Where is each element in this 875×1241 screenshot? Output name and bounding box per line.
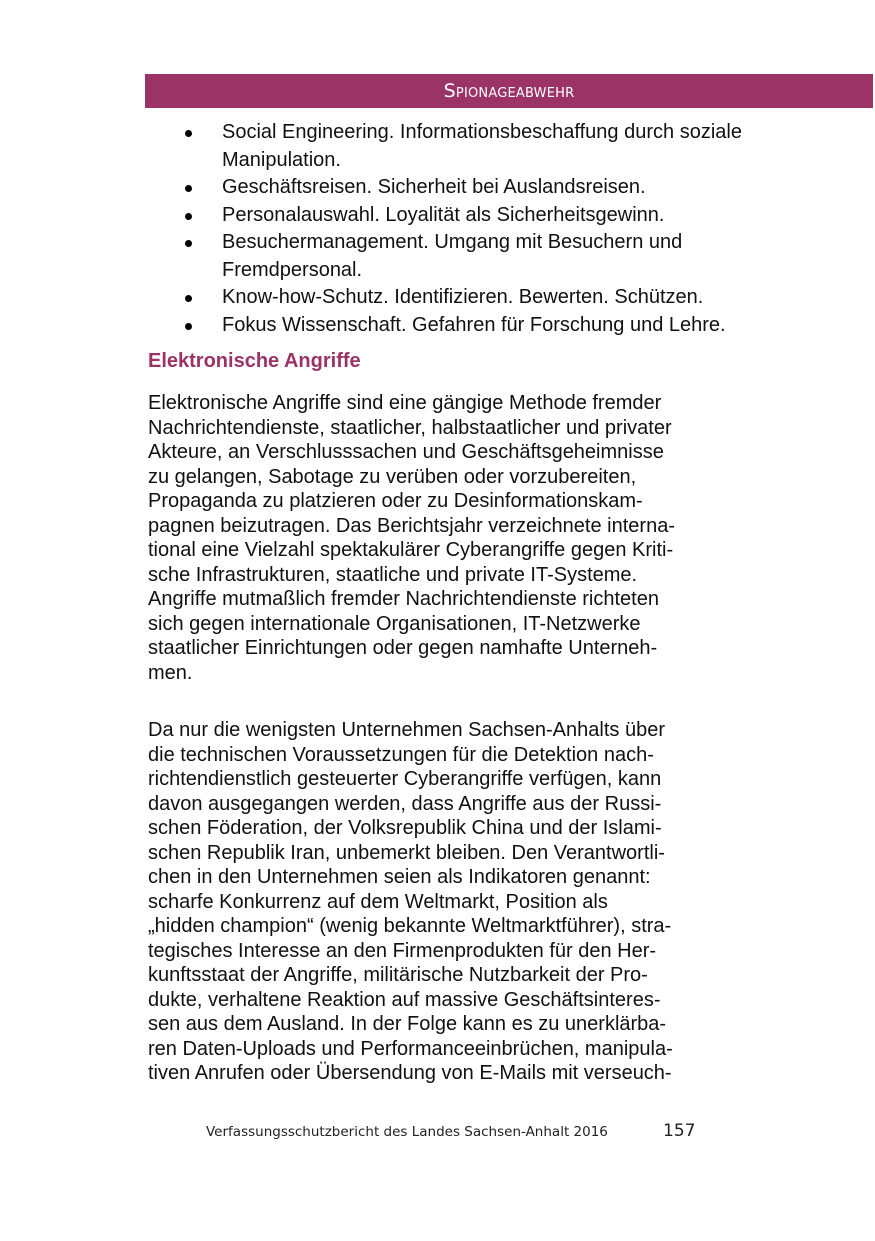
paragraph-line: scharfe Konkurrenz auf dem Weltmarkt, Position als: [148, 890, 608, 913]
bullet-line: Fremdpersonal.: [222, 258, 363, 281]
bullet-dot-icon: [185, 323, 192, 330]
paragraph-1: [148, 391, 768, 685]
bullet-dot-icon: [185, 295, 192, 302]
paragraph-line: kunftsstaat der Angriffe, militärische Nutzbarkeit der Pro-: [148, 964, 648, 986]
paragraph-line: davon ausgegangen werden, dass Angriffe aus der Russi-: [148, 792, 662, 815]
paragraph-line: die technischen Voraussetzungen für die Detektion nach-: [148, 743, 654, 766]
paragraph-line: sche Infrastrukturen, staatliche und private IT-Systeme.: [148, 563, 638, 586]
page-number: 157: [663, 1121, 696, 1141]
paragraph-line: zu gelangen, Sabotage zu verüben oder vorzubereiten,: [148, 465, 637, 488]
bullet-dot-icon: [185, 185, 192, 192]
section-header-band: [145, 74, 873, 108]
paragraph-line: tiven Anrufen oder Übersendung von E-Mails mit verseuch-: [148, 1062, 672, 1084]
paragraph-line: sen aus dem Ausland. In der Folge kann es zu unerklärba-: [148, 1013, 667, 1035]
bullet-dot-icon: [185, 213, 192, 220]
bullet-line: Social Engineering. Informationsbeschaffung durch soziale: [222, 121, 742, 143]
bullet-item: [178, 312, 858, 340]
bullet-line: Manipulation.: [222, 148, 341, 171]
bullet-item: [178, 119, 858, 174]
paragraph-line: Angriffe mutmaßlich fremder Nachrichtendienste richteten: [148, 588, 659, 610]
bullet-line: Besuchermanagement. Umgang mit Besuchern und: [222, 231, 683, 253]
paragraph-line: chen in den Unternehmen seien als Indikatoren genannt:: [148, 866, 651, 888]
paragraph-line: schen Föderation, der Volksrepublik China und der Islami-: [148, 817, 662, 839]
paragraph-line: tegisches Interesse an den Firmenprodukten für den Her-: [148, 939, 657, 962]
paragraph-line: sich gegen internationale Organisationen, IT-Netzwerke: [148, 612, 641, 635]
paragraph-line: tional eine Vielzahl spektakulärer Cyberangriffe gegen Kriti-: [148, 539, 674, 561]
bullet-line: Geschäftsreisen. Sicherheit bei Auslandsreisen.: [222, 176, 646, 198]
paragraph-line: Nachrichtendienste, staatlicher, halbstaatlicher und privater: [148, 416, 672, 439]
paragraph-line: Da nur die wenigsten Unternehmen Sachsen-Anhalts über: [148, 719, 665, 741]
bullet-line: Fokus Wissenschaft. Gefahren für Forschung und Lehre.: [222, 313, 726, 336]
paragraph-line: dukte, verhaltene Reaktion auf massive Geschäftsinteres-: [148, 988, 661, 1011]
bullet-line: Personalauswahl. Loyalität als Sicherheitsgewinn.: [222, 203, 665, 226]
paragraph-line: pagnen beizutragen. Das Berichtsjahr verzeichnete interna-: [148, 514, 675, 537]
section-header-title: Spionageabwehr: [443, 80, 575, 102]
bullet-list: [178, 119, 858, 339]
paragraph-line: schen Republik Iran, unbemerkt bleiben. Den Verantwortli-: [148, 841, 665, 864]
paragraph-2: [148, 718, 768, 1086]
paragraph-line: ren Daten-Uploads und Performanceeinbrüchen, manipula-: [148, 1037, 673, 1060]
section-heading: Elektronische Angriffe: [148, 350, 361, 372]
bullet-dot-icon: [185, 240, 192, 247]
bullet-item: [178, 229, 858, 284]
paragraph-line: staatlicher Einrichtungen oder gegen namhafte Unterneh-: [148, 637, 658, 659]
bullet-item: [178, 202, 858, 230]
bullet-item: [178, 284, 858, 312]
paragraph-line: „hidden champion“ (wenig bekannte Weltmarktführer), stra-: [148, 915, 672, 937]
bullet-dot-icon: [185, 130, 192, 137]
bullet-line: Know-how-Schutz. Identifizieren. Bewerten. Schützen.: [222, 286, 704, 308]
bullet-item: [178, 174, 858, 202]
paragraph-line: Elektronische Angriffe sind eine gängige Methode fremder: [148, 392, 662, 414]
paragraph-line: richtendienstlich gesteuerter Cyberangriffe verfügen, kann: [148, 768, 662, 790]
paragraph-line: Propaganda zu platzieren oder zu Desinformationskam-: [148, 490, 643, 512]
paragraph-line: men.: [148, 661, 193, 684]
footer-text: Verfassungsschutzbericht des Landes Sachsen-Anhalt 2016: [206, 1124, 608, 1140]
paragraph-line: Akteure, an Verschlusssachen und Geschäftsgeheimnisse: [148, 441, 664, 463]
